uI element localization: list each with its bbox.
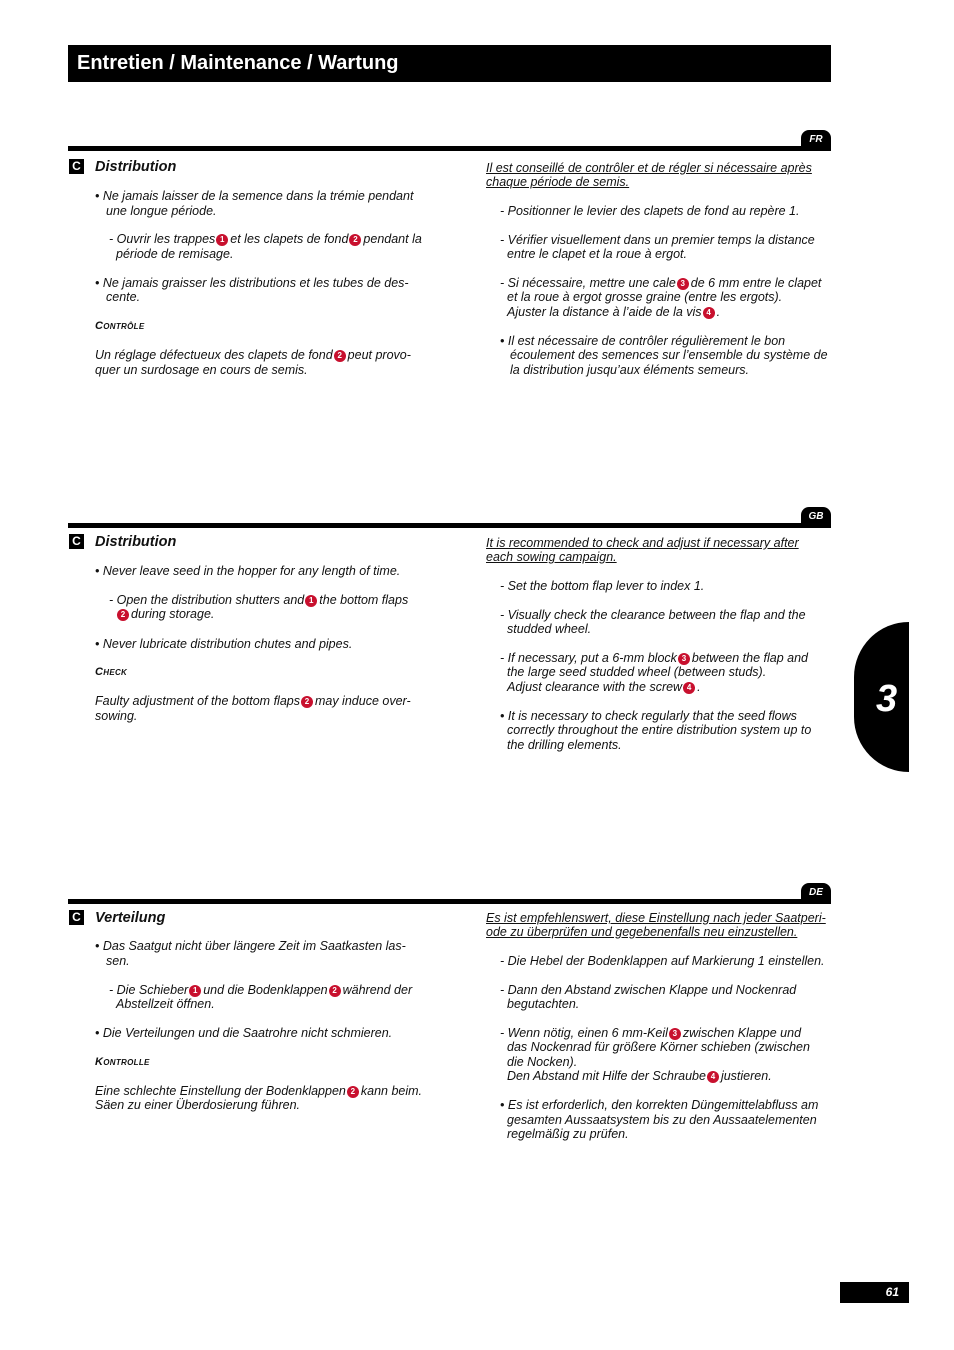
- check-heading: Contrôle: [95, 320, 145, 332]
- callout-2-icon: 2: [349, 234, 361, 246]
- step-item-cont: Abstellzeit öffnen.: [116, 997, 215, 1011]
- callout-2-icon: 2: [334, 350, 346, 362]
- bullet-item: • It is necessary to check regularly that the seed flows: [500, 709, 797, 723]
- step-item: - Die Hebel der Bodenklappen auf Markierung 1 einstellen.: [500, 954, 825, 968]
- step-item: - Die Schieber 1 und die Bodenklappen 2 während der: [109, 983, 413, 997]
- bullet-item-cont: correctly throughout the entire distribution system up to: [507, 723, 812, 737]
- step-item: - If necessary, put a 6-mm block 3 between the flap and: [500, 651, 808, 665]
- check-heading: Kontrolle: [95, 1056, 150, 1068]
- step-item: - Si nécessaire, mettre une cale 3 de 6 mm entre le clapet: [500, 276, 822, 290]
- check-heading: Check: [95, 666, 128, 678]
- intro-text-cont: ode zu überprüfen und gegebenenfalls neu einzustellen.: [486, 925, 798, 939]
- callout-1-icon: 1: [305, 595, 317, 607]
- warning-text-cont: sowing.: [95, 709, 138, 723]
- language-tab-fr: FR: [801, 130, 831, 150]
- step-item-cont: Adjust clearance with the screw 4 .: [507, 680, 701, 694]
- bullet-item: • Es ist erforderlich, den korrekten Düngemittelabfluss am: [500, 1098, 819, 1112]
- step-item-cont: begutachten.: [507, 997, 580, 1011]
- bullet-item: • Ne jamais laisser de la semence dans la trémie pendant: [95, 189, 414, 203]
- warning-text: Un réglage défectueux des clapets de fond 2 peut provo-: [95, 348, 411, 362]
- bullet-item-cont: cente.: [106, 290, 141, 304]
- bullet-item: • Die Verteilungen und die Saatrohre nicht schmieren.: [95, 1026, 393, 1040]
- step-item: - Set the bottom flap lever to index 1.: [500, 579, 705, 593]
- step-item: - Positionner le levier des clapets de fond au repère 1.: [500, 204, 800, 218]
- intro-text: Es ist empfehlenswert, diese Einstellung nach jeder Saatperi-: [486, 911, 826, 925]
- step-item: - Dann den Abstand zwischen Klappe und Nockenrad: [500, 983, 797, 997]
- section-title: Verteilung: [95, 910, 166, 926]
- bullet-item-cont: une longue période.: [106, 204, 217, 218]
- section-letter-badge: C: [69, 534, 84, 549]
- intro-text: It is recommended to check and adjust if necessary after: [486, 536, 799, 550]
- language-tab-gb: GB: [801, 507, 831, 527]
- section-letter-badge: C: [69, 159, 84, 174]
- bullet-item: • Never leave seed in the hopper for any length of time.: [95, 564, 401, 578]
- callout-2-icon: 2: [329, 985, 341, 997]
- step-item-cont: 2 during storage.: [116, 607, 214, 622]
- bullet-item-cont: écoulement des semences sur l’ensemble du système de: [510, 348, 828, 362]
- chapter-tab: [854, 622, 909, 772]
- step-item-cont: Den Abstand mit Hilfe der Schraube 4 justieren.: [507, 1069, 772, 1083]
- section-letter-badge: C: [69, 910, 84, 925]
- bullet-item-cont: la distribution jusqu’aux éléments semeurs.: [510, 363, 750, 377]
- callout-3-icon: 3: [678, 653, 690, 665]
- section-rule: [68, 899, 831, 904]
- step-item: - Vérifier visuellement dans un premier temps la distance: [500, 233, 815, 247]
- step-item: - Wenn nötig, einen 6 mm-Keil 3 zwischen Klappe und: [500, 1026, 802, 1040]
- step-item: - Open the distribution shutters and 1 the bottom flaps: [109, 593, 409, 607]
- callout-4-icon: 4: [707, 1071, 719, 1083]
- intro-text-cont: chaque période de semis.: [486, 175, 630, 189]
- section-title: Distribution: [95, 159, 177, 175]
- callout-3-icon: 3: [669, 1028, 681, 1040]
- callout-2-icon: 2: [301, 696, 313, 708]
- step-item-cont: et la roue à ergot grosse graine (entre les ergots).: [507, 290, 783, 304]
- step-item-cont: the large seed studded wheel (between studs).: [507, 665, 767, 679]
- bullet-item-cont: sen.: [106, 954, 130, 968]
- bullet-item: • Never lubricate distribution chutes and pipes.: [95, 637, 353, 651]
- warning-text: Eine schlechte Einstellung der Bodenklappen 2 kann beim.: [95, 1084, 423, 1098]
- callout-1-icon: 1: [189, 985, 201, 997]
- warning-text-cont: quer un surdosage en cours de semis.: [95, 363, 308, 377]
- intro-text-cont: each sowing campaign.: [486, 550, 617, 564]
- step-item: - Ouvrir les trappes 1 et les clapets de fond 2 pendant la: [109, 232, 422, 246]
- step-item-cont: Ajuster la distance à l’aide de la vis 4 .: [507, 305, 721, 319]
- bullet-item-cont: regelmäßig zu prüfen.: [507, 1127, 629, 1141]
- section-rule: [68, 146, 831, 151]
- section-title: Distribution: [95, 534, 177, 550]
- warning-text: Faulty adjustment of the bottom flaps 2 may induce over-: [95, 694, 411, 708]
- callout-2-icon: 2: [117, 609, 129, 621]
- callout-4-icon: 4: [703, 307, 715, 319]
- step-item: - Visually check the clearance between the flap and the: [500, 608, 806, 622]
- bullet-item: • Das Saatgut nicht über längere Zeit im Saatkasten las-: [95, 939, 406, 953]
- callout-2-icon: 2: [347, 1086, 359, 1098]
- callout-4-icon: 4: [683, 682, 695, 694]
- intro-text: Il est conseillé de contrôler et de régler si nécessaire après: [486, 161, 812, 175]
- section-rule: [68, 523, 831, 528]
- warning-text-cont: Säen zu einer Überdosierung führen.: [95, 1098, 300, 1112]
- bullet-item-cont: the drilling elements.: [507, 738, 622, 752]
- callout-1-icon: 1: [216, 234, 228, 246]
- step-item-cont: das Nockenrad für größere Körner schieben (zwischen: [507, 1040, 810, 1054]
- page-title: Entretien / Maintenance / Wartung: [77, 52, 399, 74]
- page-header: [68, 45, 831, 82]
- step-item-cont: période de remisage.: [116, 247, 234, 261]
- language-tab-de: DE: [801, 883, 831, 903]
- page-number: 61: [840, 1282, 909, 1303]
- bullet-item: • Ne jamais graisser les distributions et les tubes de des-: [95, 276, 409, 290]
- callout-3-icon: 3: [677, 278, 689, 290]
- step-item-cont: studded wheel.: [507, 622, 592, 636]
- bullet-item-cont: gesamten Aussaatsystem bis zu den Aussaatelementen: [507, 1113, 817, 1127]
- step-item-cont: die Nocken).: [507, 1055, 578, 1069]
- bullet-item: • Il est nécessaire de contrôler régulièrement le bon: [500, 334, 786, 348]
- chapter-number: 3: [876, 678, 898, 720]
- step-item-cont: entre le clapet et la roue à ergot.: [507, 247, 687, 261]
